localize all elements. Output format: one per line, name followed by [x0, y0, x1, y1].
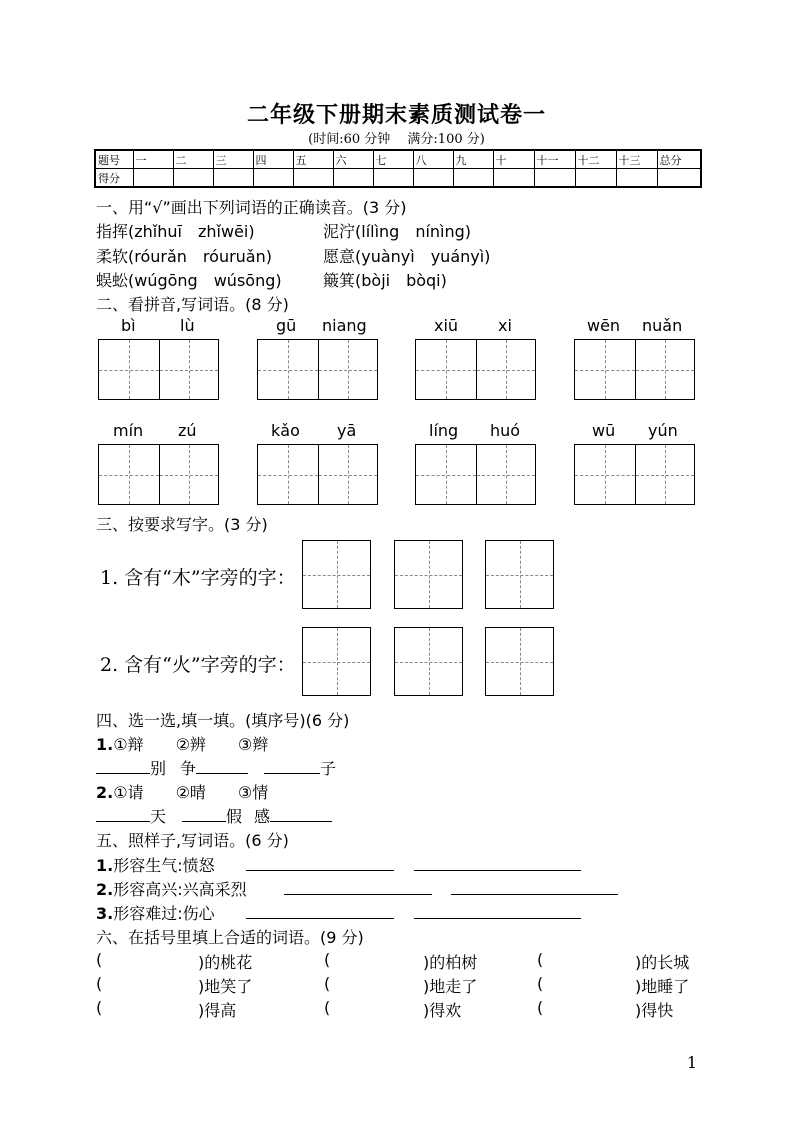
writing-grid[interactable] — [485, 540, 554, 609]
paren-open: ( — [96, 974, 103, 993]
table-cell: 五 — [293, 150, 333, 169]
table-cell: 十一 — [534, 150, 575, 169]
example-text: 形容高兴:兴高采烈 — [113, 880, 247, 899]
answer-blank[interactable] — [96, 773, 150, 774]
answer-blank[interactable] — [246, 870, 394, 871]
writing-grid[interactable] — [394, 627, 463, 696]
question-number: 1. — [96, 856, 114, 875]
writing-grid[interactable] — [485, 627, 554, 696]
table-cell: 二 — [173, 150, 213, 169]
paren-close: )的桃花 — [198, 953, 253, 972]
score-input-cell[interactable] — [657, 169, 701, 188]
answer-blank[interactable] — [414, 918, 581, 919]
score-input-cell[interactable] — [213, 169, 253, 188]
options-line — [96, 732, 268, 755]
answer-blank[interactable] — [451, 894, 618, 895]
paren-open: ( — [537, 950, 544, 969]
page-number: 1 — [686, 1053, 697, 1072]
page-subtitle: (时间:60 分钟 满分:100 分) — [308, 132, 485, 147]
score-input-cell[interactable] — [333, 169, 373, 188]
table-cell: 九 — [453, 150, 493, 169]
example-item — [96, 901, 215, 924]
section-4-heading: 四、选一选,填一填。(填序号)(6 分) — [96, 711, 350, 730]
options-text: ①请 ②晴 ③情 — [113, 783, 269, 802]
table-cell: 七 — [373, 150, 413, 169]
paren-open: ( — [96, 998, 103, 1017]
score-input-cell[interactable] — [453, 169, 493, 188]
fill-word: 天 — [150, 807, 167, 826]
table-cell: 十 — [493, 150, 534, 169]
answer-blank[interactable] — [414, 870, 581, 871]
score-input-cell[interactable] — [373, 169, 413, 188]
example-text: 形容难过:伤心 — [113, 904, 215, 923]
pinyin-label: bì — [121, 316, 136, 335]
pronunciation-item[interactable]: 簸箕(bòji bòqi) — [323, 271, 447, 290]
example-text: 形容生气:愤怒 — [113, 856, 215, 875]
score-input-cell[interactable] — [133, 169, 173, 188]
score-input-cell[interactable] — [293, 169, 333, 188]
pinyin-label: huó — [490, 421, 521, 440]
pinyin-label: líng — [429, 421, 459, 440]
section-1-heading: 一、用“√”画出下列词语的正确读音。(3 分) — [96, 198, 407, 217]
question-number: 2. — [96, 783, 114, 802]
pinyin-label: xiū — [434, 316, 459, 335]
table-cell: 八 — [413, 150, 453, 169]
answer-blank[interactable] — [246, 918, 394, 919]
page-title: 二年级下册期末素质测试卷一 — [246, 103, 546, 128]
fill-line — [96, 756, 336, 779]
paren-open: ( — [537, 998, 544, 1017]
paren-open: ( — [96, 950, 103, 969]
pinyin-label: lù — [180, 316, 195, 335]
paren-open: ( — [324, 950, 331, 969]
pinyin-label: zú — [178, 421, 197, 440]
example-item — [96, 853, 215, 876]
paren-close: )地睡了 — [635, 977, 690, 996]
pinyin-label: niang — [322, 316, 367, 335]
score-input-cell[interactable] — [575, 169, 616, 188]
example-item — [96, 877, 247, 900]
table-cell: 四 — [253, 150, 293, 169]
paren-close: )地笑了 — [198, 977, 253, 996]
table-cell: 题号 — [95, 150, 133, 169]
writing-grid[interactable] — [415, 444, 536, 505]
question-label: 1. 含有“木”字旁的字： — [100, 567, 296, 589]
paren-close: )得欢 — [423, 1001, 462, 1020]
writing-grid[interactable] — [98, 444, 219, 505]
answer-blank[interactable] — [96, 821, 150, 822]
writing-grid[interactable] — [574, 339, 695, 400]
writing-grid[interactable] — [394, 540, 463, 609]
pinyin-label: mín — [113, 421, 144, 440]
score-table-header-row — [95, 150, 701, 169]
fill-line — [96, 804, 332, 827]
section-2-heading: 二、看拼音,写词语。(8 分) — [96, 295, 289, 314]
score-input-cell[interactable] — [534, 169, 575, 188]
question-label: 2. 含有“火”字旁的字： — [100, 654, 296, 676]
score-input-cell[interactable] — [616, 169, 657, 188]
pinyin-label: yā — [337, 421, 357, 440]
section-3-heading: 三、按要求写字。(3 分) — [96, 515, 268, 534]
fill-word: 子 — [320, 759, 337, 778]
table-cell: 得分 — [95, 169, 133, 188]
pronunciation-item[interactable]: 蜈蚣(wúgōng wúsōng) — [96, 271, 282, 290]
pinyin-label: nuǎn — [642, 316, 683, 335]
table-cell: 一 — [133, 150, 173, 169]
paren-open: ( — [324, 974, 331, 993]
section-5-heading: 五、照样子,写词语。(6 分) — [96, 831, 289, 850]
writing-grid[interactable] — [574, 444, 695, 505]
paren-close: )得快 — [635, 1001, 674, 1020]
section-6-heading: 六、在括号里填上合适的词语。(9 分) — [96, 928, 364, 947]
answer-blank[interactable] — [196, 773, 248, 774]
score-input-cell[interactable] — [493, 169, 534, 188]
table-cell: 三 — [213, 150, 253, 169]
table-cell: 十二 — [575, 150, 616, 169]
paren-close: )的长城 — [635, 953, 690, 972]
pinyin-label: gū — [276, 316, 297, 335]
paren-close: )地走了 — [423, 977, 478, 996]
pronunciation-item[interactable]: 愿意(yuànyì yuányì) — [323, 247, 491, 266]
question-number: 2. — [96, 880, 114, 899]
table-cell: 总分 — [657, 150, 701, 169]
writing-grid[interactable] — [257, 339, 378, 400]
pinyin-label: yún — [648, 421, 678, 440]
question-number: 3. — [96, 904, 114, 923]
answer-blank[interactable] — [270, 821, 332, 822]
pinyin-label: xi — [498, 316, 512, 335]
options-text: ①辩 ②辨 ③辫 — [113, 735, 269, 754]
score-input-cell[interactable] — [253, 169, 293, 188]
pronunciation-item[interactable]: 指挥(zhǐhuī zhǐwēi) — [96, 222, 255, 241]
pinyin-label: kǎo — [271, 421, 300, 440]
pinyin-label: wēn — [587, 316, 621, 335]
answer-blank[interactable] — [284, 894, 432, 895]
pinyin-label: wū — [592, 421, 616, 440]
fill-word: 争 — [180, 759, 197, 778]
writing-grid[interactable] — [415, 339, 536, 400]
score-table — [94, 149, 702, 188]
question-number: 1. — [96, 735, 114, 754]
paren-open: ( — [324, 998, 331, 1017]
pronunciation-item[interactable]: 泥泞(lílìng nínìng) — [323, 222, 472, 241]
writing-grid[interactable] — [257, 444, 378, 505]
fill-word: 别 — [150, 759, 167, 778]
writing-grid[interactable] — [302, 540, 371, 609]
table-cell: 六 — [333, 150, 373, 169]
score-input-cell[interactable] — [413, 169, 453, 188]
answer-blank[interactable] — [182, 821, 226, 822]
fill-word: 假 — [226, 807, 243, 826]
table-cell: 十三 — [616, 150, 657, 169]
answer-blank[interactable] — [264, 773, 320, 774]
fill-word: 感 — [254, 807, 271, 826]
paren-close: )得高 — [198, 1001, 237, 1020]
writing-grid[interactable] — [302, 627, 371, 696]
paren-close: )的柏树 — [423, 953, 478, 972]
writing-grid[interactable] — [98, 339, 219, 400]
paren-open: ( — [537, 974, 544, 993]
pronunciation-item[interactable]: 柔软(róurǎn róuruǎn) — [96, 247, 272, 266]
score-table-score-row — [95, 169, 701, 188]
score-input-cell[interactable] — [173, 169, 213, 188]
options-line — [96, 780, 268, 803]
